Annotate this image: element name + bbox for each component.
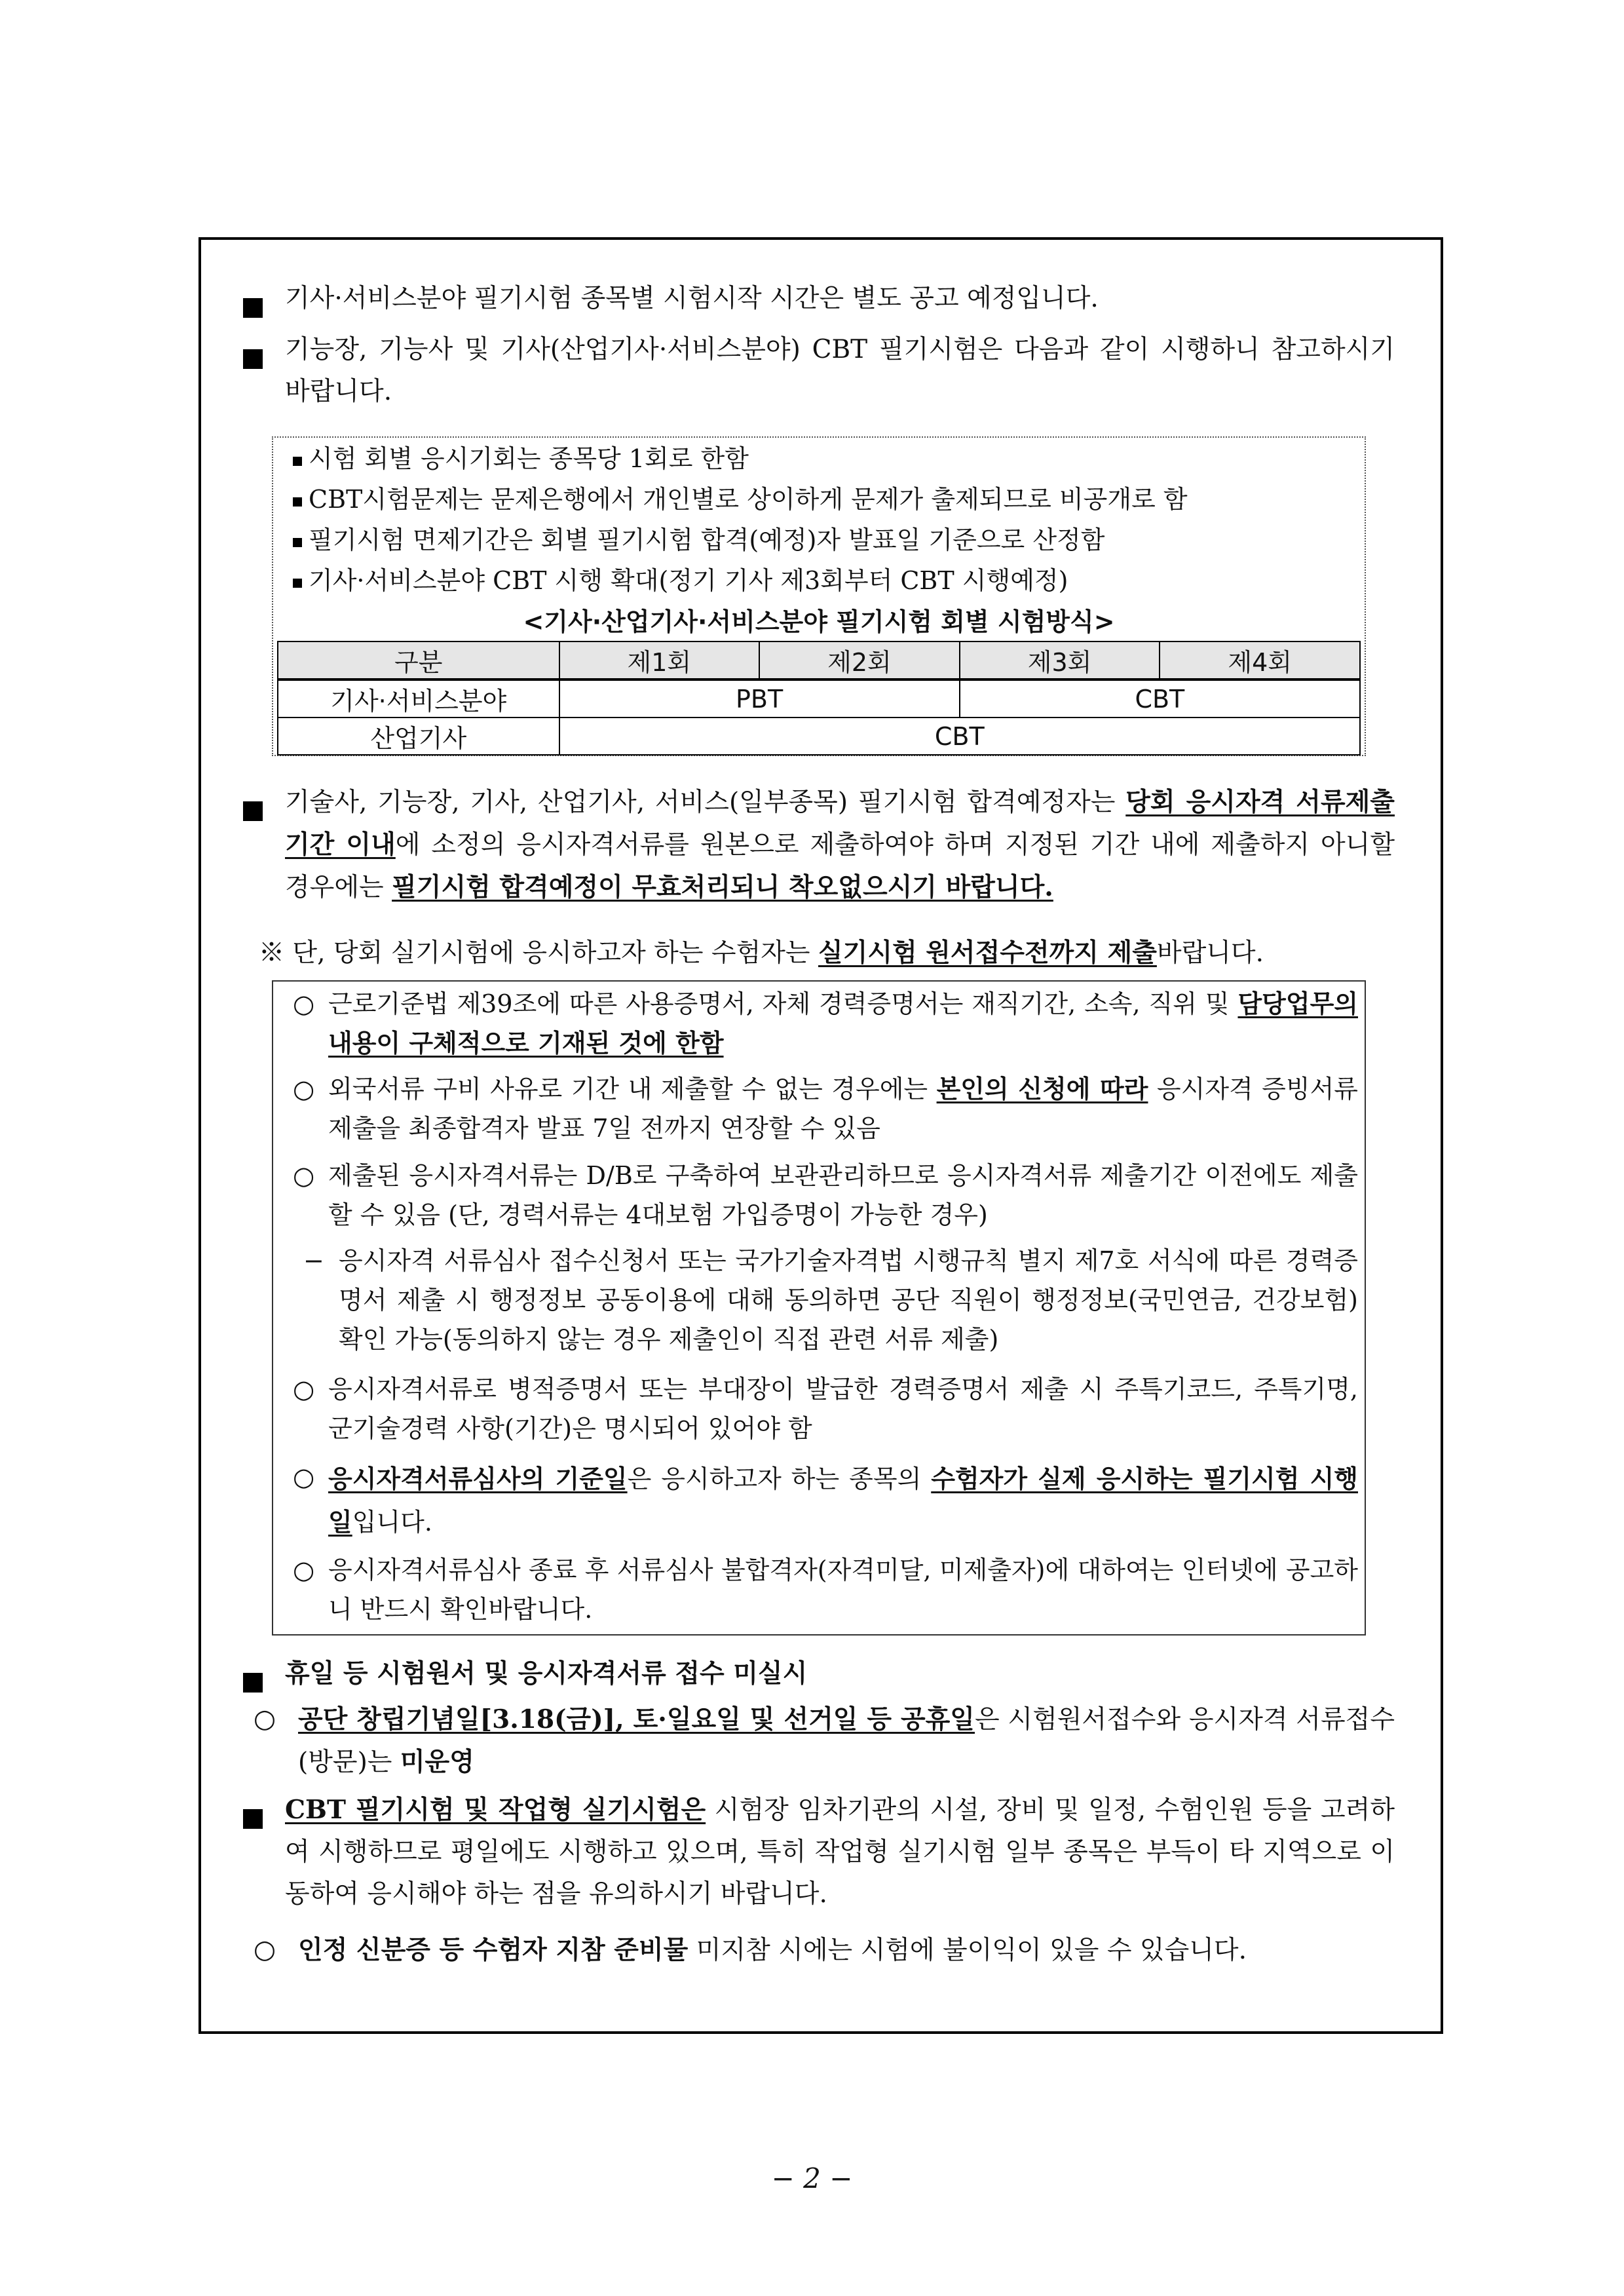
notice-bullet-5: CBT 필기시험 및 작업형 실기시험은 시험장 임차기관의 시설, 장비 및 일정, 수험인원 등을 고려하여 시행하므로 평일에도 시행하고 있으며, 특히 작업형 실기시험 일부 종목은 부득이 타 지역으로 이동하여 응시해야 하는 점을 유의하시기 바랍니다.: [247, 1789, 1395, 1915]
square-bullet-icon: [243, 1809, 263, 1829]
notice-frame: [198, 237, 1443, 2034]
table-header-cell: 제4회: [1160, 641, 1360, 679]
small-square-icon: [293, 579, 302, 588]
cbt-info-box: [272, 436, 1366, 756]
dash-icon: −: [303, 1246, 324, 1275]
emphasis-text: CBT 필기시험 및 작업형 실기시험은: [285, 1795, 706, 1825]
notice-bullet-4: [247, 1653, 1395, 1694]
circle-icon: ○: [293, 1161, 315, 1190]
doc-subitem: − 응시자격 서류심사 접수신청서 또는 국가기술자격법 시행규칙 별지 제7호 서식에 따른 경력증명서 제출 시 행정정보 공동이용에 대해 동의하면 공단 직원이 행정정보(국민연금, 건강보험) 확인 가능(동의하지 않는 경우 제출인이 직접 관련 서류 제출): [303, 1241, 1358, 1359]
table-row: [278, 718, 1360, 755]
cbt-item: 기사·서비스분야 CBT 시행 확대(정기 기사 제3회부터 CBT 시행예정): [293, 561, 1068, 600]
cbt-item: CBT시험문제는 문제은행에서 개인별로 상이하게 문제가 출제되므로 비공개로 함: [293, 480, 1188, 519]
holiday-item: ○ 공단 창립기념일[3.18(금)], 토·일요일 및 선거일 등 공휴일은 시험원서접수와 응시자격 서류접수(방문)는 미운영: [257, 1698, 1395, 1784]
doc-item: ○ 근로기준법 제39조에 따른 사용증명서, 자체 경력증명서는 재직기간, 소속, 직위 및 담당업무의 내용이 구체적으로 기재된 것에 한함: [293, 984, 1358, 1063]
notice-bullet-1: 기사·서비스분야 필기시험 종목별 시험시작 시간은 별도 공고 예정입니다.: [247, 278, 1395, 320]
circle-icon: ○: [293, 1075, 315, 1103]
table-cell: CBT: [960, 679, 1360, 718]
notice-bullet-3: 기술사, 기능장, 기사, 산업기사, 서비스(일부종목) 필기시험 합격예정자는 당회 응시자격 서류제출 기간 이내에 소정의 응시자격서류를 원본으로 제출하여야 하며 지정된 기간 내에 제출하지 아니할 경우에는 필기시험 합격예정이 무효처리되니 착오없으시기 바랍니다.: [247, 781, 1395, 909]
table-header-cell: 제1회: [559, 641, 760, 679]
table-cell: CBT: [559, 718, 1360, 755]
note-line: ※ 단, 당회 실기시험에 응시하고자 하는 수험자는 실기시험 원서접수전까지 제출바랍니다.: [259, 938, 1264, 968]
emphasis-text: 당회 응시자격 서류제출 기간 이내: [285, 787, 1395, 860]
emphasis-text: 필기시험 합격예정이 무효처리되니 착오없으시기 바랍니다.: [392, 872, 1053, 902]
doc-item: ○ 외국서류 구비 사유로 기간 내 제출할 수 없는 경우에는 본인의 신청에 따라 응시자격 증빙서류 제출을 최종합격자 발표 7일 전까지 연장할 수 있음: [293, 1069, 1358, 1148]
square-bullet-icon: [243, 349, 263, 369]
emphasis-text: 담당업무의 내용이 구체적으로 기재된 것에 한함: [328, 989, 1358, 1058]
cbt-item: 필기시험 면제기간은 회별 필기시험 합격(예정)자 발표일 기준으로 산정함: [293, 520, 1105, 560]
emphasis-text: 공단 창립기념일[3.18(금)], 토·일요일 및 선거일 등 공휴일: [298, 1704, 975, 1734]
table-row: [278, 679, 1360, 718]
emphasis-text: 본인의 신청에 따라: [936, 1074, 1148, 1103]
emphasis-text: 미운영: [400, 1747, 474, 1777]
emphasis-text: 인정 신분증 등 수험자 지참 준비물: [298, 1935, 689, 1965]
doc-item: ○ 응시자격서류심사 종료 후 서류심사 불합격자(자격미달, 미제출자)에 대하여는 인터넷에 공고하니 반드시 확인바랍니다.: [293, 1550, 1358, 1629]
emphasis-text: 응시자격서류심사의 기준일: [328, 1464, 628, 1493]
circle-icon: ○: [254, 1704, 276, 1734]
doc-item: ○ 응시자격서류심사의 기준일은 응시하고자 하는 종목의 수험자가 실제 응시하는 필기시험 시행일입니다.: [293, 1457, 1358, 1544]
table-title: <기사·산업기사·서비스분야 필기시험 회별 시험방식>: [523, 607, 1115, 636]
circle-icon: ○: [293, 1556, 315, 1584]
small-square-icon: [293, 538, 302, 547]
square-bullet-icon: [243, 1673, 263, 1693]
id-item: ○ 인정 신분증 등 수험자 지참 준비물 미지참 시에는 시험에 불이익이 있을 수 있습니다.: [257, 1929, 1395, 1972]
table-header-cell: 제3회: [960, 641, 1160, 679]
emphasis-text: 실기시험 원서접수전까지 제출: [818, 938, 1157, 968]
notice-bullet-2: 기능장, 기능사 및 기사(산업기사·서비스분야) CBT 필기시험은 다음과 같이 시행하니 참고하시기 바랍니다.: [247, 329, 1395, 413]
circle-icon: ○: [293, 1463, 315, 1491]
document-info-box: [272, 980, 1366, 1636]
section-heading: 휴일 등 시험원서 및 응시자격서류 접수 미실시: [285, 1658, 808, 1689]
circle-icon: ○: [293, 989, 315, 1018]
cbt-item: 시험 회별 응시기회는 종목당 1회로 한함: [293, 439, 749, 478]
table-header-cell: 제2회: [759, 641, 960, 679]
square-bullet-icon: [243, 801, 263, 821]
circle-icon: ○: [293, 1375, 315, 1404]
small-square-icon: [293, 457, 302, 466]
circle-icon: ○: [254, 1935, 276, 1964]
page-number: − 2 −: [771, 2162, 853, 2194]
table-cell: 기사·서비스분야: [278, 679, 559, 718]
doc-item: ○ 응시자격서류로 병적증명서 또는 부대장이 발급한 경력증명서 제출 시 주특기코드, 주특기명, 군기술경력 사항(기간)은 명시되어 있어야 함: [293, 1369, 1358, 1448]
table-cell: PBT: [559, 679, 960, 718]
exam-method-table: [277, 641, 1361, 756]
emphasis-text: 수험자가 실제 응시하는 필기시험 시행일: [328, 1464, 1358, 1537]
table-header-row: [278, 641, 1360, 679]
square-bullet-icon: [243, 298, 263, 318]
table-cell: 산업기사: [278, 718, 559, 755]
table-header-cell: 구분: [278, 641, 559, 679]
doc-item: ○ 제출된 응시자격서류는 D/B로 구축하여 보관관리하므로 응시자격서류 제출기간 이전에도 제출할 수 있음 (단, 경력서류는 4대보험 가입증명이 가능한 경우): [293, 1156, 1358, 1234]
small-square-icon: [293, 497, 302, 507]
